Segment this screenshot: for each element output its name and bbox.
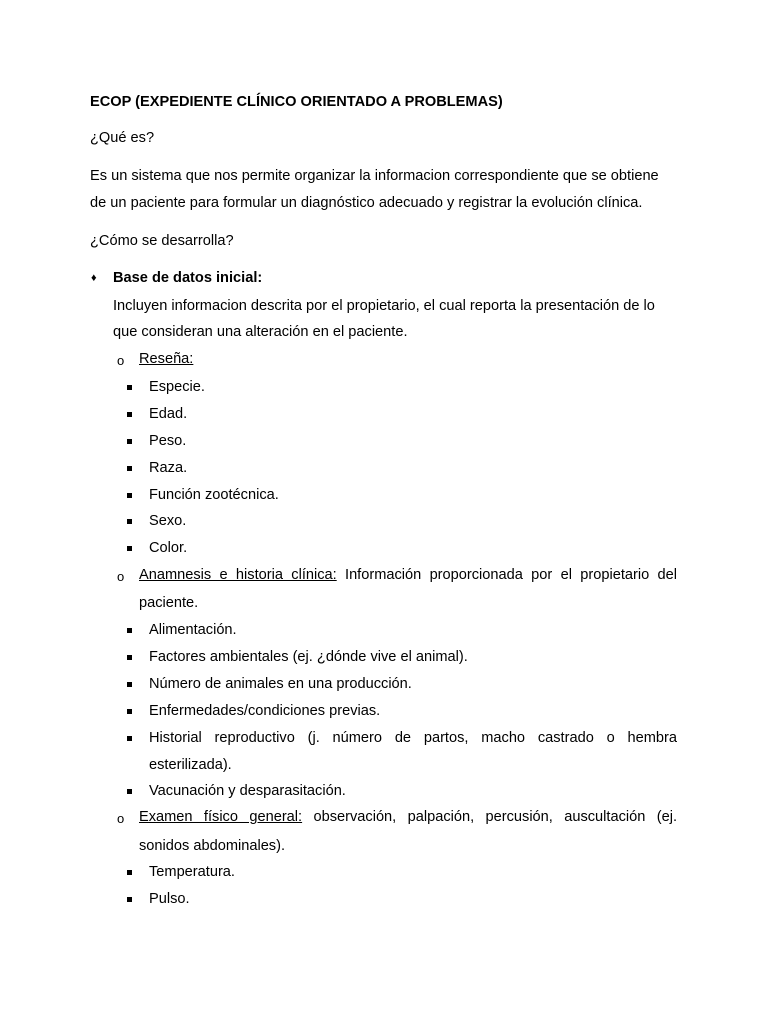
subsection-title-resena: Reseña: xyxy=(139,351,194,367)
diamond-bullet-icon: ♦ xyxy=(91,272,97,284)
list-item: Sexo. xyxy=(149,513,187,529)
square-bullet-icon xyxy=(127,736,132,741)
square-bullet-icon xyxy=(127,870,132,875)
square-bullet-icon xyxy=(127,385,132,390)
list-item: Edad. xyxy=(149,406,188,422)
square-bullet-icon xyxy=(127,897,132,902)
list-item: Especie. xyxy=(149,379,205,395)
list-item: Función zootécnica. xyxy=(149,487,279,503)
subsection-title-anamnesis: Anamnesis e historia clínica: xyxy=(139,567,337,583)
section-desc-line-2: que consideran una alteración en el paciente. xyxy=(113,324,408,340)
circle-bullet-icon: o xyxy=(117,569,125,584)
circle-bullet-icon: o xyxy=(117,811,125,826)
square-bullet-icon xyxy=(127,519,132,524)
subsection-desc-line-2: sonidos abdominales). xyxy=(139,838,286,854)
square-bullet-icon xyxy=(127,466,132,471)
list-item: Número de animales en una producción. xyxy=(149,676,412,692)
square-bullet-icon xyxy=(127,546,132,551)
square-bullet-icon xyxy=(127,493,132,498)
list-item: Factores ambientales (ej. ¿dónde vive el animal). xyxy=(149,649,468,665)
list-item: Enfermedades/condiciones previas. xyxy=(149,703,381,719)
subsection-line-anamnesis xyxy=(139,567,677,583)
subsection-desc-line-1: Información proporcionada por el propietario del xyxy=(345,567,677,583)
question-what-is: ¿Qué es? xyxy=(90,130,155,146)
list-item-continuation: esterilizada). xyxy=(149,757,232,773)
square-bullet-icon xyxy=(127,789,132,794)
list-item: Pulso. xyxy=(149,891,190,907)
subsection-title-examen: Examen físico general: xyxy=(139,809,303,825)
square-bullet-icon xyxy=(127,439,132,444)
intro-paragraph-line-2: de un paciente para formular un diagnóstico adecuado y registrar la evolución clínica. xyxy=(90,195,643,211)
subsection-desc-line-2: paciente. xyxy=(139,595,199,611)
section-desc-line-1: Incluyen informacion descrita por el propietario, el cual reporta la presentación de lo xyxy=(113,298,655,314)
square-bullet-icon xyxy=(127,709,132,714)
list-item: Peso. xyxy=(149,433,187,449)
list-item: Alimentación. xyxy=(149,622,237,638)
list-item: Historial reproductivo (j. número de partos, macho castrado o hembra xyxy=(149,730,677,746)
square-bullet-icon xyxy=(127,655,132,660)
subsection-desc-line-1: observación, palpación, percusión, auscultación (ej. xyxy=(313,809,678,825)
list-item: Vacunación y desparasitación. xyxy=(149,783,346,799)
circle-bullet-icon: o xyxy=(117,353,125,368)
list-item: Temperatura. xyxy=(149,864,235,880)
square-bullet-icon xyxy=(127,682,132,687)
list-item: Raza. xyxy=(149,460,188,476)
subsection-line-examen xyxy=(139,809,677,825)
square-bullet-icon xyxy=(127,412,132,417)
document-title: ECOP (EXPEDIENTE CLÍNICO ORIENTADO A PROBLEMAS) xyxy=(90,94,503,110)
list-item: Color. xyxy=(149,540,188,556)
question-how-developed: ¿Cómo se desarrolla? xyxy=(90,233,234,249)
square-bullet-icon xyxy=(127,628,132,633)
section-title: Base de datos inicial: xyxy=(113,270,263,286)
intro-paragraph-line-1: Es un sistema que nos permite organizar la informacion correspondiente que se obtiene xyxy=(90,168,659,184)
